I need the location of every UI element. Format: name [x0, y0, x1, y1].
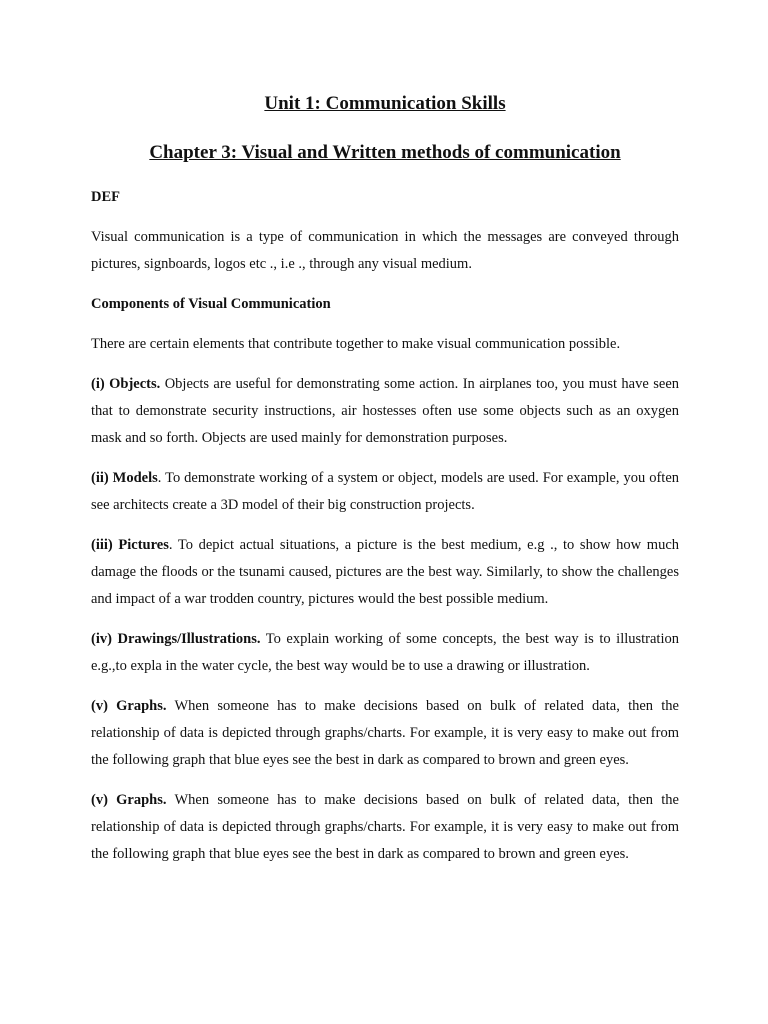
def-heading: DEF [91, 189, 120, 205]
component-graphs-label: (v) Graphs. [91, 698, 167, 714]
component-objects [91, 371, 679, 452]
component-pictures-label: (iii) Pictures [91, 537, 169, 553]
component-graphs [91, 693, 679, 774]
components-intro: There are certain elements that contribute together to make visual communication possible. [91, 336, 621, 352]
def-paragraph: Visual communication is a type of communication in which the messages are conveyed through pictures, signboards, logos etc ., i.e ., through any visual medium. [91, 229, 679, 272]
component-pictures-text: . To depict actual situations, a picture is the best medium, e.g ., to show how much damage the floods or the tsunami caused, pictures are the best way. Similarly, to show the challenges and impact of a war trodden country, pictures would the best possible medium. [91, 537, 679, 607]
component-graphs-repeat-text: When someone has to make decisions based on bulk of related data, then the relationship of data is depicted through graphs/charts. For example, it is very easy to make out from the following graph that blue eyes see the best in dark as compared to brown and green eyes. [91, 792, 679, 862]
unit-title: Unit 1: Communication Skills [264, 93, 506, 114]
component-drawings [91, 626, 679, 680]
component-graphs-repeat-label: (v) Graphs. [91, 792, 167, 808]
component-drawings-text: To explain working of some concepts, the best way is to illustration e.g.,to expla in the water cycle, the best way would be to use a drawing or illustration. [91, 631, 679, 674]
component-graphs-text: When someone has to make decisions based on bulk of related data, then the relationship of data is depicted through graphs/charts. For example, it is very easy to make out from the following graph that blue eyes see the best in dark as compared to brown and green eyes. [91, 698, 679, 768]
component-pictures [91, 532, 679, 613]
component-models-text: . To demonstrate working of a system or object, models are used. For example, you often see architects create a 3D model of their big construction projects. [91, 470, 680, 513]
components-heading: Components of Visual Communication [91, 296, 331, 312]
chapter-title: Chapter 3: Visual and Written methods of communication [149, 142, 621, 163]
component-graphs-repeat [91, 787, 679, 868]
component-drawings-label: (iv) Drawings/Illustrations. [91, 631, 261, 647]
component-objects-text: Objects are useful for demonstrating some action. In airplanes too, you must have seen that to demonstrate security instructions, air hostesses often use some objects such as an oxygen mask and so forth. Objects are used mainly for demonstration purposes. [91, 376, 679, 446]
component-models-label: (ii) Models [91, 470, 158, 486]
component-objects-label: (i) Objects. [91, 376, 161, 392]
component-models [91, 465, 679, 519]
